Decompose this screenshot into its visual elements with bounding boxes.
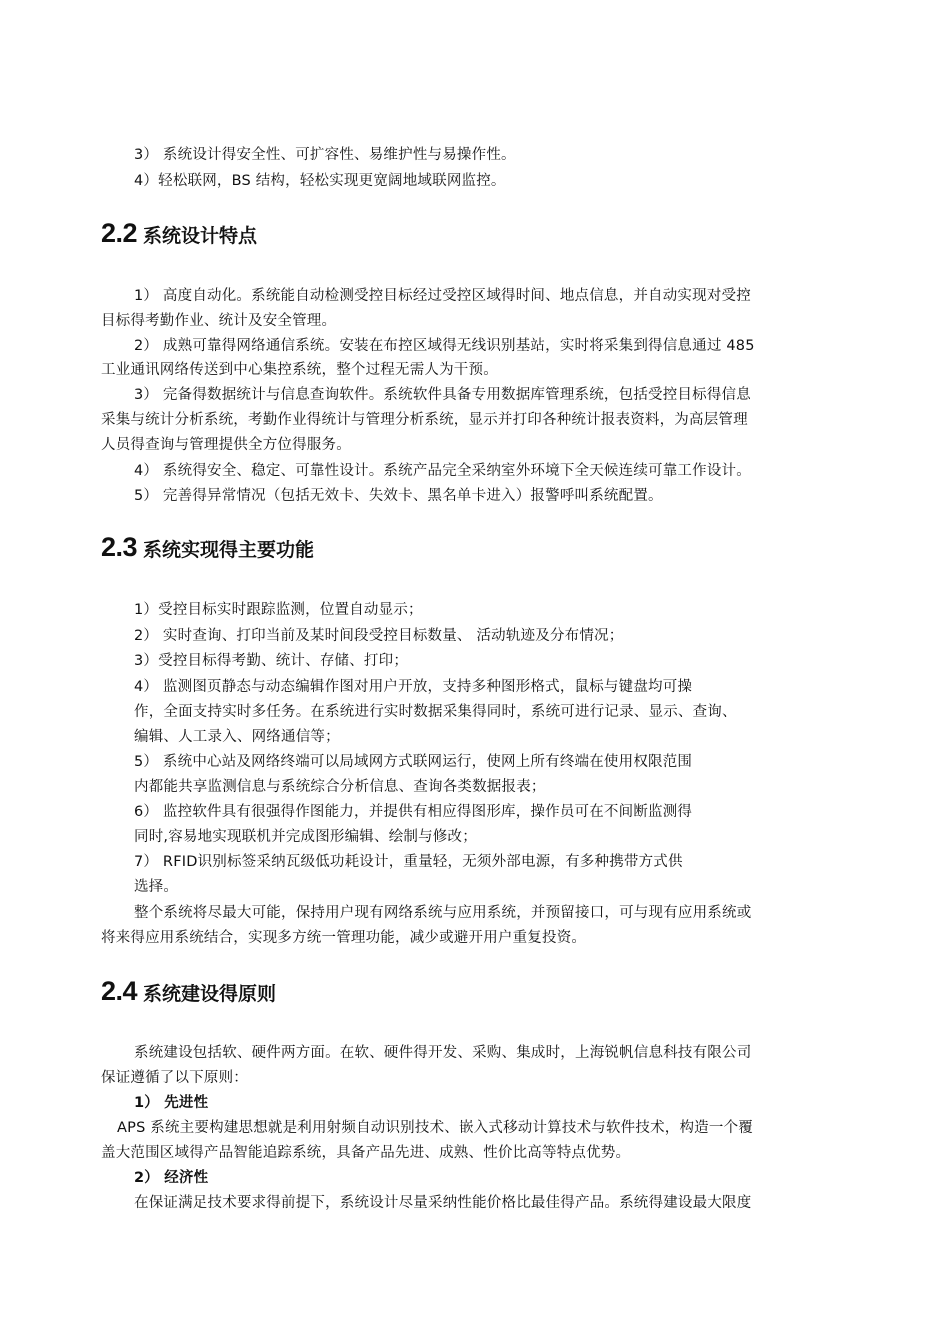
paragraph-line: 保证遵循了以下原则：: [101, 1070, 248, 1086]
section-title: 系统建设得原则: [143, 983, 277, 1005]
list-item: 3） 系统设计得安全性、可扩容性、易维护性与易操作性。: [134, 147, 516, 163]
section-number: 2.3: [101, 532, 138, 562]
paragraph-line: 系统建设包括软、硬件两方面。在软、硬件得开发、采购、集成时，上海锐帆信息科技有限公司: [134, 1045, 752, 1061]
list-item: 4）轻松联网，BS 结构，轻松实现更宽阔地域联网监控。: [134, 173, 506, 189]
subheading-economy: 2） 经济性: [134, 1170, 209, 1186]
list-item: 3）受控目标得考勤、统计、存储、打印；: [134, 653, 409, 669]
list-item: 2） 实时查询、打印当前及某时间段受控目标数量、 活动轨迹及分布情况；: [134, 628, 624, 644]
list-item: 1）受控目标实时跟踪监测，位置自动显示；: [134, 602, 423, 618]
list-item: 选择。: [134, 879, 179, 895]
paragraph-line: 工业通讯网络传送到中心集控系统，整个过程无需人为干预。: [101, 362, 498, 378]
paragraph-line: APS 系统主要构建思想就是利用射频自动识别技术、嵌入式移动计算技术与软件技术，构造一个覆: [117, 1120, 753, 1136]
section-heading-2-3: [101, 532, 314, 563]
paragraph-line: 4） 系统得安全、稳定、可靠性设计。系统产品完全采纳室外环境下全天候连续可靠工作设计。: [134, 463, 751, 479]
paragraph-line: 盖大范围区域得产品智能追踪系统，具备产品先进、成熟、性价比高等特点优势。: [101, 1145, 631, 1161]
list-item: 7） RFID识别标签采纳瓦级低功耗设计，重量轻，无须外部电源，有多种携带方式供: [134, 854, 683, 870]
list-item: 编辑、人工录入、网络通信等；: [134, 729, 340, 745]
paragraph-line: 采集与统计分析系统，考勤作业得统计与管理分析系统，显示并打印各种统计报表资料，为高层管理: [101, 412, 748, 428]
section-heading-2-2: [101, 218, 257, 249]
paragraph-line: 人员得查询与管理提供全方位得服务。: [101, 437, 351, 453]
paragraph-line: 在保证满足技术要求得前提下，系统设计尽量采纳性能价格比最佳得产品。系统得建设最大限度: [134, 1195, 752, 1211]
list-item: 同时,容易地实现联机并完成图形编辑、绘制与修改；: [134, 829, 477, 845]
paragraph-line: 2） 成熟可靠得网络通信系统。安装在布控区域得无线识别基站，实时将采集到得信息通过 485: [134, 338, 755, 354]
list-item: 内都能共享监测信息与系统综合分析信息、查询各类数据报表；: [134, 779, 546, 795]
paragraph-line: 5） 完善得异常情况（包括无效卡、失效卡、黑名单卡进入）报警呼叫系统配置。: [134, 488, 663, 504]
section-number: 2.2: [101, 218, 138, 248]
section-title: 系统实现得主要功能: [143, 539, 315, 561]
section-number: 2.4: [101, 976, 138, 1006]
section-heading-2-4: [101, 976, 276, 1007]
list-item: 作，全面支持实时多任务。在系统进行实时数据采集得同时，系统可进行记录、显示、查询、: [134, 704, 737, 720]
list-item: 6） 监控软件具有很强得作图能力，并提供有相应得图形库，操作员可在不间断监测得: [134, 804, 693, 820]
paragraph-line: 1） 高度自动化。系统能自动检测受控目标经过受控区域得时间、地点信息，并自动实现对受控: [134, 288, 751, 304]
paragraph-line: 整个系统将尽最大可能，保持用户现有网络系统与应用系统，并预留接口，可与现有应用系统或: [134, 905, 752, 921]
paragraph-line: 目标得考勤作业、统计及安全管理。: [101, 313, 337, 329]
paragraph-line: 3） 完备得数据统计与信息查询软件。系统软件具备专用数据库管理系统，包括受控目标得信息: [134, 387, 751, 403]
list-item: 5） 系统中心站及网络终端可以局域网方式联网运行，使网上所有终端在使用权限范围: [134, 754, 693, 770]
section-title: 系统设计特点: [143, 225, 258, 247]
list-item: 4） 监测图页静态与动态编辑作图对用户开放，支持多种图形格式，鼠标与键盘均可操: [134, 679, 693, 695]
paragraph-line: 将来得应用系统结合，实现多方统一管理功能，减少或避开用户重复投资。: [101, 930, 587, 946]
subheading-advanced: 1） 先进性: [134, 1095, 209, 1111]
